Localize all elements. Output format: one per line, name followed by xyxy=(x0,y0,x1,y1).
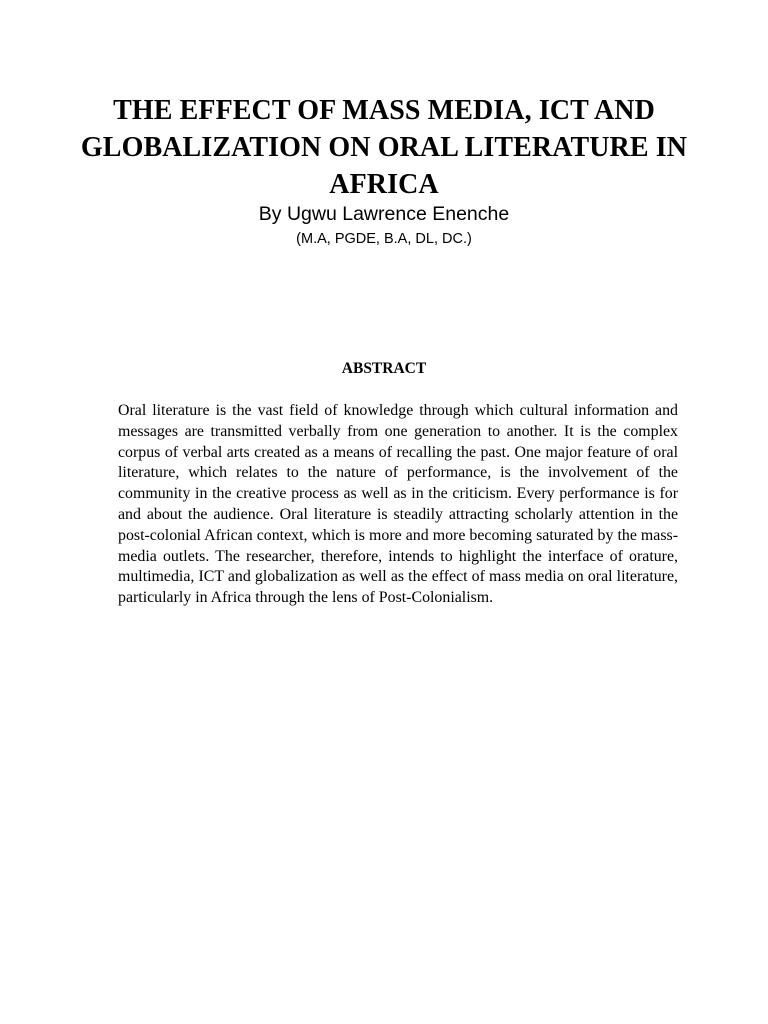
abstract-heading: ABSTRACT xyxy=(341,360,427,377)
document-title: THE EFFECT OF MASS MEDIA, ICT AND GLOBALIZATION ON ORAL LITERATURE IN AFRICA xyxy=(80,95,688,200)
author-degrees: (M.A, PGDE, B.A, DL, DC.) xyxy=(296,231,472,247)
author-line: By Ugwu Lawrence Enenche xyxy=(258,203,510,225)
abstract-paragraph: Oral literature is the vast field of knowledge through which cultural information and messages are transmitted verbally from one generation to another. It is the complex corpus of verbal arts created as a means of recalling the past. One major feature of oral literature, which relates to the nature of performance, is the involvement of the community in the creative process as well as in the criticism. Every performance is for and about the audience. Oral literature is steadily attracting scholarly attention in the post-colonial African context, which is more and more becoming saturated by the mass-media outlets. The researcher, therefore, intends to highlight the interface of orature, multimedia, ICT and globalization as well as the effect of mass media on oral literature, particularly in Africa through the lens of Post-Colonialism. xyxy=(118,402,678,607)
